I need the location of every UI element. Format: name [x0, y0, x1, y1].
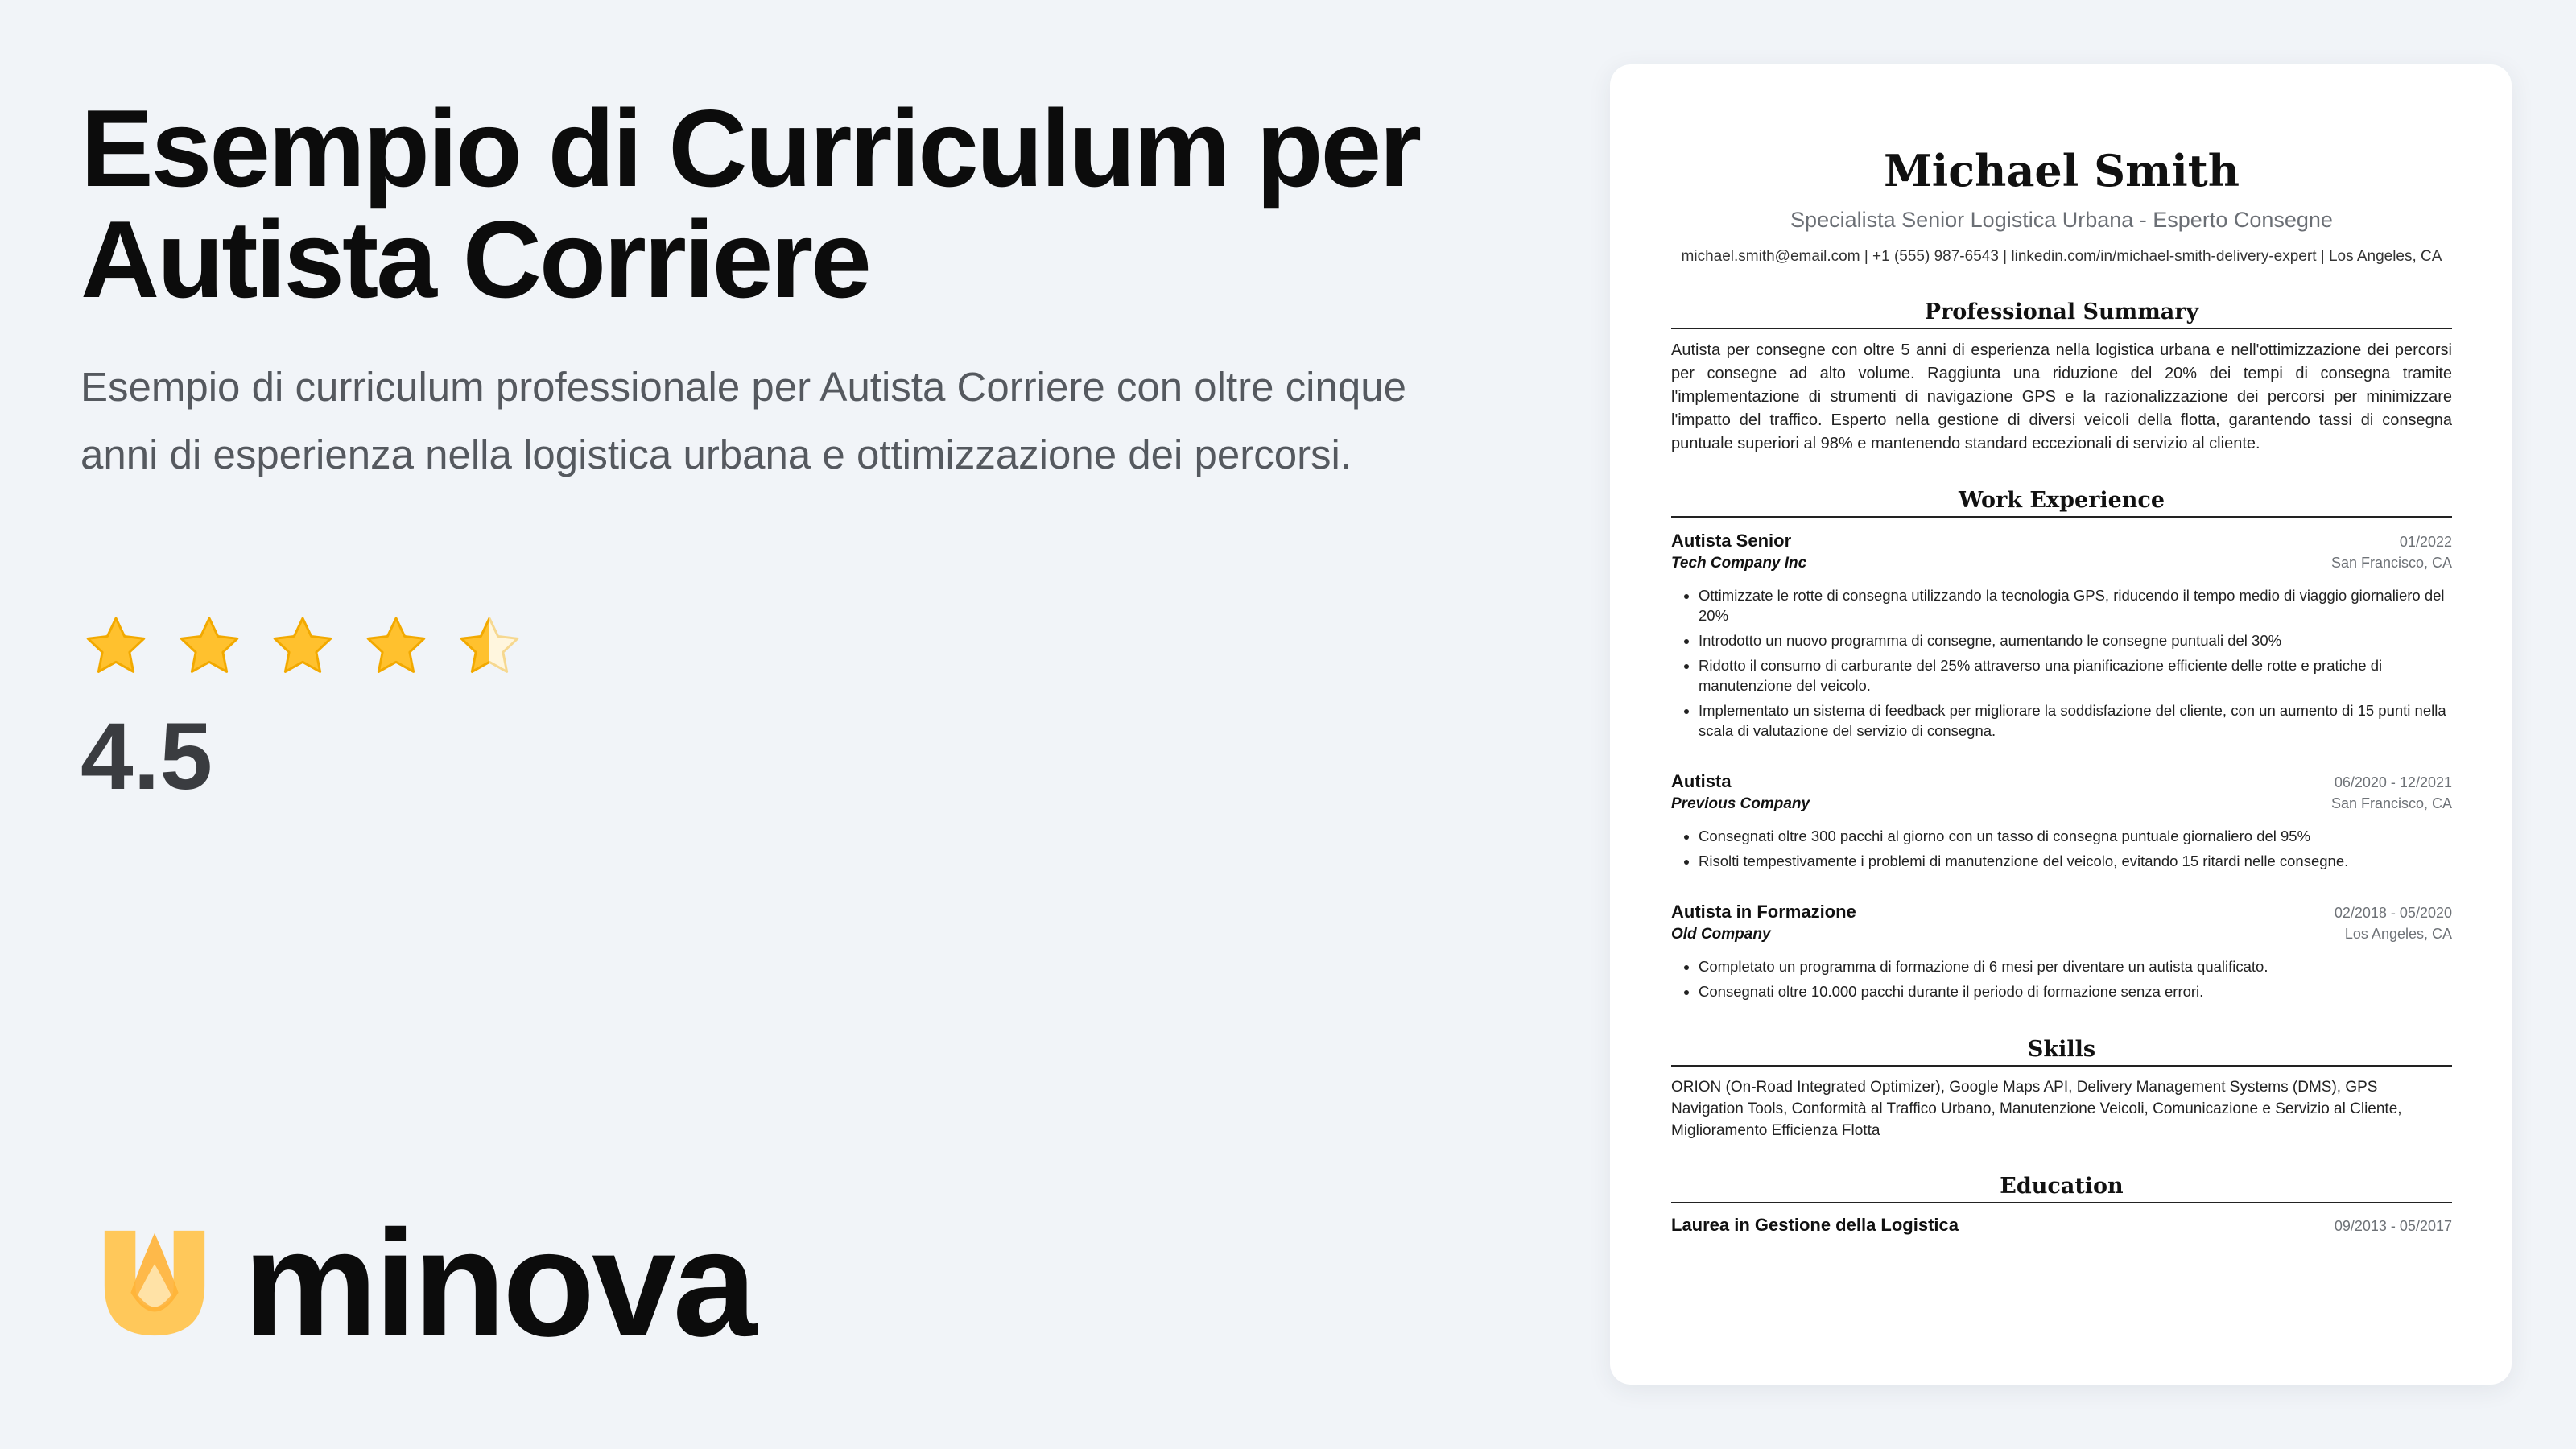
job-company: Tech Company Inc	[1671, 555, 1807, 572]
star-icon	[267, 612, 338, 683]
job-bullets	[1671, 826, 2452, 871]
list-item: • Completato un programma di formazione di 6 mesi per diventare un autista qualificato.	[1699, 956, 2452, 976]
job-bullets	[1671, 956, 2452, 1001]
job-title: Autista Senior	[1671, 530, 1792, 551]
brand	[95, 1199, 754, 1368]
resume-contact: michael.smith@email.com | +1 (555) 987-6543 | linkedin.com/in/michael-smith-delivery-expert | Los Angeles, CA	[1681, 248, 2442, 265]
star-icon	[174, 612, 245, 683]
resume-name: Michael Smith	[1884, 145, 2240, 196]
hero	[80, 87, 1497, 489]
summary-section	[1671, 299, 2452, 456]
minova-logo-icon	[95, 1223, 214, 1344]
section-heading: Skills	[1671, 1037, 2452, 1067]
resume-title: Specialista Senior Logistica Urbana - Esperto Consegne	[1790, 208, 2333, 232]
section-heading: Professional Summary	[1671, 299, 2452, 329]
skills-section	[1671, 1037, 2452, 1141]
list-item: • Ottimizzate le rotte di consegna utilizzando la tecnologia GPS, riducendo il tempo medio di viaggio giornaliero del 20%	[1699, 585, 2452, 625]
education-date: 09/2013 - 05/2017	[2334, 1218, 2452, 1234]
experience-section	[1671, 488, 2452, 1001]
list-item: • Consegnati oltre 300 pacchi al giorno con un tasso di consegna puntuale giornaliero del 95%	[1699, 826, 2452, 846]
page-subtitle: Esempio di curriculum professionale per Autista Corriere con oltre cinque anni di esperienza nella logistica urbana e ottimizzazione dei percorsi.	[80, 364, 1406, 477]
job-entry	[1671, 771, 2452, 871]
job-bullets	[1671, 585, 2452, 741]
summary-text: Autista per consegne con oltre 5 anni di esperienza nella logistica urbana e nell'ottimizzazione dei percorsi per consegne ad alto volume. Raggiunta una riduzione del 20% dei tempi di consegna tramite l'implementazione di strumenti di navigazione GPS e la razionalizzazione dei percorsi per minimizzare l'impatto del traffico. Esperto nella gestione di diversi veicoli della flotta, garantendo tassi di consegna puntuale superiori al 98% e mantenendo standard eccezionali di servizio al cliente.	[1671, 341, 2452, 452]
job-location: San Francisco, CA	[2330, 795, 2452, 811]
section-heading: Education	[1671, 1174, 2452, 1203]
list-item: • Implementato un sistema di feedback per migliorare la soddisfazione del cliente, con un aumento di 15 punti nella scala di valutazione del servizio di consegna.	[1699, 700, 2452, 741]
list-item: • Ridotto il consumo di carburante del 25% attraverso una pianificazione efficiente delle rotte e pratiche di manutenzione del veicolo.	[1699, 655, 2452, 696]
job-date: 06/2020 - 12/2021	[2334, 774, 2452, 791]
section-heading: Work Experience	[1671, 488, 2452, 518]
list-item: • Risolti tempestivamente i problemi di manutenzione del veicolo, evitando 15 ritardi nelle consegne.	[1699, 851, 2452, 871]
job-entry	[1671, 902, 2452, 1001]
star-icon	[80, 612, 151, 683]
job-location: San Francisco, CA	[2330, 555, 2452, 571]
half-star-icon	[454, 612, 525, 683]
job-company: Previous Company	[1671, 795, 1810, 812]
star-icon	[361, 612, 431, 683]
rating-value: 4.5	[80, 704, 213, 810]
job-location: Los Angeles, CA	[2344, 926, 2452, 942]
brand-name: minova	[243, 1199, 754, 1368]
list-item: • Consegnati oltre 10.000 pacchi durante il periodo di formazione senza errori.	[1699, 981, 2452, 1001]
job-title: Autista	[1671, 771, 1732, 791]
star-rating	[80, 612, 525, 683]
job-title: Autista in Formazione	[1671, 902, 1856, 922]
job-entry	[1671, 530, 2452, 741]
list-item: • Introdotto un nuovo programma di consegne, aumentando le consegne puntuali del 30%	[1699, 630, 2452, 650]
education-degree: Laurea in Gestione della Logistica	[1671, 1215, 1959, 1235]
skills-text: ORION (On-Road Integrated Optimizer), Google Maps API, Delivery Management Systems (DMS), GPS Navigation Tools, Conformità al Traffico Urbano, Manutenzione Veicoli, Comunicazione e Servizio al Cliente, Miglioramento Efficienza Flotta	[1671, 1079, 2402, 1139]
job-date: 02/2018 - 05/2020	[2334, 905, 2452, 921]
resume-card	[1610, 64, 2512, 1385]
page-title: Esempio di Curriculum per Autista Corriere	[80, 87, 1420, 320]
job-date: 01/2022	[2399, 534, 2452, 550]
education-section	[1671, 1174, 2452, 1236]
resume	[1671, 145, 2452, 1236]
job-company: Old Company	[1671, 926, 1771, 943]
